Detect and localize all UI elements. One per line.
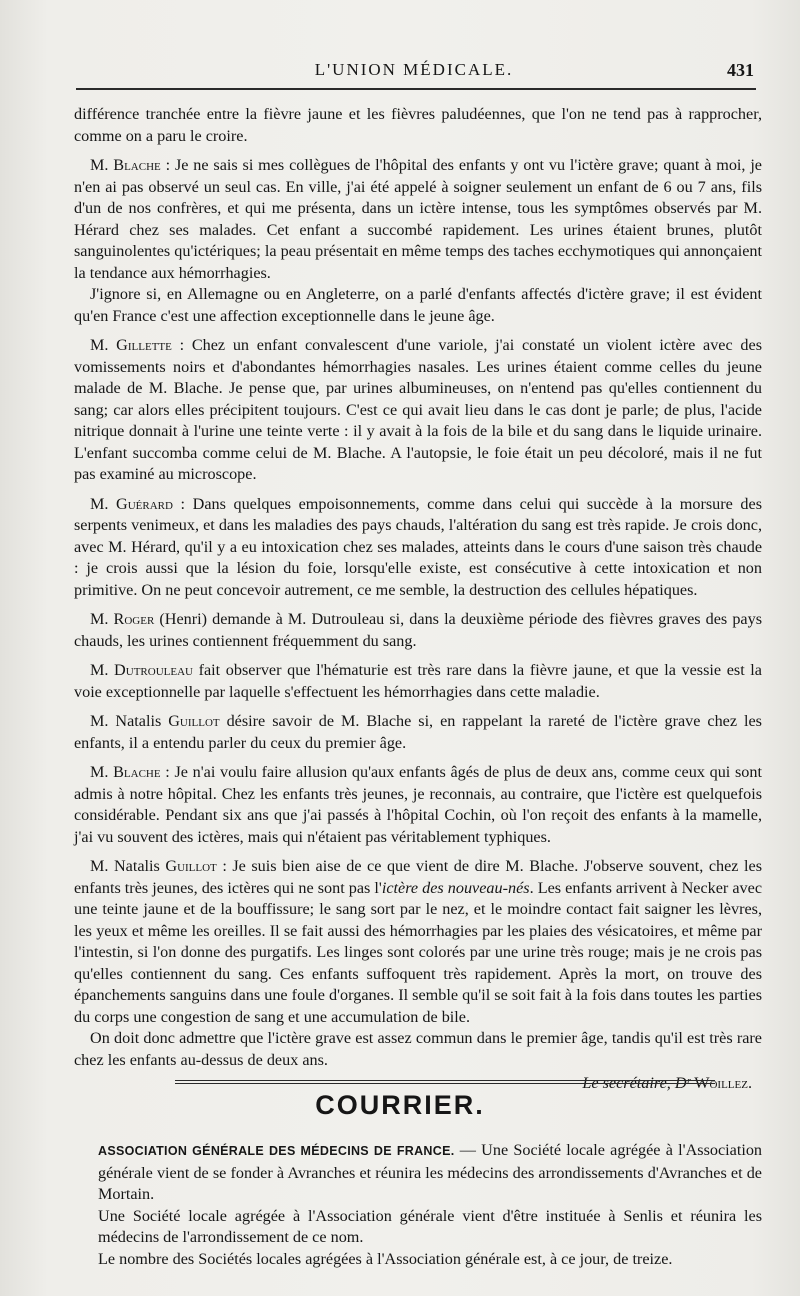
speaker-prefix: M. Natalis xyxy=(90,857,166,875)
speaker-name: M. Roger xyxy=(90,610,155,628)
paragraph-text: : Dans quelques empoisonnements, comme dans celui qui succède à la morsure des serpents venimeux, et dans les maladies des pays chauds, l'altération du sang est très rapide. Je crois donc, avec M. Hérard, qu'il y a eu intoxication chez ses malades, atteints dans le cours d'une saison très chaude : je crois aussi que la lésion du foie, lorsqu'elle existe, est consécutive à cette intoxication et non primitive. On ne peut concevoir autrement, ce me semble, la destruction des cellules hépatiques. xyxy=(74,494,762,599)
speaker-name: M. Blache xyxy=(90,156,161,174)
paragraph-blache-2 xyxy=(74,762,762,848)
speaker-name: M. Gillette xyxy=(90,336,172,354)
association-lead: ASSOCIATION GÉNÉRALE DES MÉDECINS DE FRANCE. xyxy=(98,1144,455,1158)
courrier-text xyxy=(98,1140,762,1270)
header-rule xyxy=(76,88,756,90)
page-header xyxy=(74,60,754,84)
paragraph-conclusion: On doit donc admettre que l'ictère grave est assez commun dans le premier âge, tandis qu'il est très rare chez les enfants au-dessus de deux ans. xyxy=(74,1029,762,1069)
speaker-name: M. Blache xyxy=(90,763,161,781)
speaker-name: Guillot xyxy=(168,712,220,730)
section-rule xyxy=(175,1080,715,1084)
running-title: L'UNION MÉDICALE. xyxy=(314,60,514,79)
signature-name: Woillez. xyxy=(694,1074,752,1092)
paragraph-guillot-1 xyxy=(74,711,762,754)
paragraph-guerard xyxy=(74,494,762,602)
paragraph-text: — Une Société locale agrégée à l'Association générale vient de se fonder à Avranches et réunira les médecins des arrondissements d'Avranches et de Mortain. xyxy=(98,1141,763,1203)
paragraph-text: : Je ne sais si mes collègues de l'hôpital des enfants y ont vu l'ictère grave; quant à moi, je n'en ai pas observé un seul cas. En ville, j'ai été appelé à soigner seulement un enfant de 6 ou 7 ans, fils d'un de nos confrères, et qui me présenta, dans un ictère intense, tous les symptômes observés par M. Hérard chez ses malades. Cet enfant a succombé rapidement. Les urines étaient brunes, plutôt sanguinolentes qu'ictériques; la peau présentait en même temps des taches ecchymotiques qui annonçaient la tendance aux hémorrhagies. xyxy=(74,156,762,282)
paragraph-text: désire savoir de M. Blache si, en rappelant la rareté de l'ictère grave chez les enfants, il a entendu parler du ceux du premier âge. xyxy=(74,712,762,752)
speaker-prefix: M. Natalis xyxy=(90,712,169,730)
paragraph-continuation: différence tranchée entre la fièvre jaune et les fièvres paludéennes, que l'on ne tend pas à rapprocher, comme on a paru le croire. xyxy=(74,105,762,145)
discussion-text xyxy=(74,104,762,1095)
paragraph-text: : Je n'ai voulu faire allusion qu'aux enfants âgés de plus de deux ans, comme ceux qui sont admis à notre hôpital. Chez les enfants très jeunes, je reconnais, au contraire, que l'ictère est quelquefois considérable. Pendant six ans que j'ai passés à l'hôpital Cochin, où l'on reçoit des enfants à la mamelle, j'ai vu souvent des ictères, mais qui n'étaient pas véritablement typhiques. xyxy=(74,763,762,846)
courrier-paragraph-3: Le nombre des Sociétés locales agrégées à l'Association générale est, à ce jour, de treize. xyxy=(98,1249,673,1268)
paragraph-text: fait observer que l'hématurie est très rare dans la fièvre jaune, et que la vessie est la voie exceptionnelle par laquelle s'effectuent les hémorrhagies dans cette maladie. xyxy=(74,661,762,701)
paragraph-text: : Je suis bien aise de ce que vient de dire M. Blache. J'observe souvent, chez les enfants très jeunes, des ictères qui ne sont pas l' xyxy=(74,857,762,897)
paragraph-gillette xyxy=(74,335,762,486)
signature-role: Le secrétaire, Dʳ xyxy=(582,1074,695,1092)
speaker-name: M. Guérard xyxy=(90,494,173,513)
paragraph-text: . Les enfants arrivent à Necker avec une teinte jaune et de la bouffissure; le sang sort par le nez, et le moindre contact fait saigner les lèvres, les yeux et même les oreilles. Il se fait aussi des hémorrhagies par les plaies des vésicatoires, et même par l'intestin, si l'on donne des purgatifs. Les linges sont colorés par une urine très rouge; mais je ne crois pas qu'elles contiennent du sang. Ces enfants suffoquent très rapidement. Après la mort, on trouve des épanchements sanguins dans une foule d'organes. Il semble qu'il se soit fait à la fois dans toutes les parties du corps une congestion de sang et une accumulation de bile. xyxy=(74,878,763,1026)
paragraph-text: (Henri) demande à M. Dutrouleau si, dans la deuxième période des fièvres graves des pays chauds, les urines contiennent fréquemment du sang. xyxy=(74,610,762,650)
page-number: 431 xyxy=(727,60,754,80)
courrier-paragraph-2: Une Société locale agrégée à l'Association générale vient d'être instituée à Senlis et réunira les médecins de l'arrondissement de ce nom. xyxy=(98,1206,762,1246)
courrier-heading: COURRIER. xyxy=(315,1090,485,1120)
paragraph-text: : Chez un enfant convalescent d'une variole, j'ai constaté un violent ictère avec des vomissements noirs et d'abondantes hémorrhagies nasales. Les urines étaient comme celles du jeune malade de M. Blache. Je pense que, par urines albumineuses, on n'entend pas qu'elles contiennent du sang; car alors elles précipitent toujours. C'est ce qui avait lieu dans le cas dont je parle; de plus, l'acide nitrique donnait à l'urine une teinte verte : il y avait à la fois de la bile et du sang dans le liquide urinaire. L'enfant succomba comme celui de M. Blache. A l'autopsie, le foie était un peu décoloré, mais il ne fut pas examiné au microscope. xyxy=(74,336,762,483)
speaker-name: M. Dutrouleau xyxy=(90,661,193,679)
courrier-paragraph-1 xyxy=(98,1140,762,1206)
italic-term: ictère des nouveau-nés xyxy=(381,878,530,897)
paragraph-dutrouleau xyxy=(74,660,762,703)
paragraph-blache-1b: J'ignore si, en Allemagne ou en Angleterre, on a parlé d'enfants affectés d'ictère grave; il est évident qu'en France c'est une affection exceptionnelle dans le jeune âge. xyxy=(74,285,762,325)
speaker-name: Guillot xyxy=(165,857,217,875)
paragraph-guillot-2 xyxy=(74,856,762,1028)
paragraph-blache-1 xyxy=(74,155,762,284)
paragraph-roger xyxy=(74,609,762,652)
